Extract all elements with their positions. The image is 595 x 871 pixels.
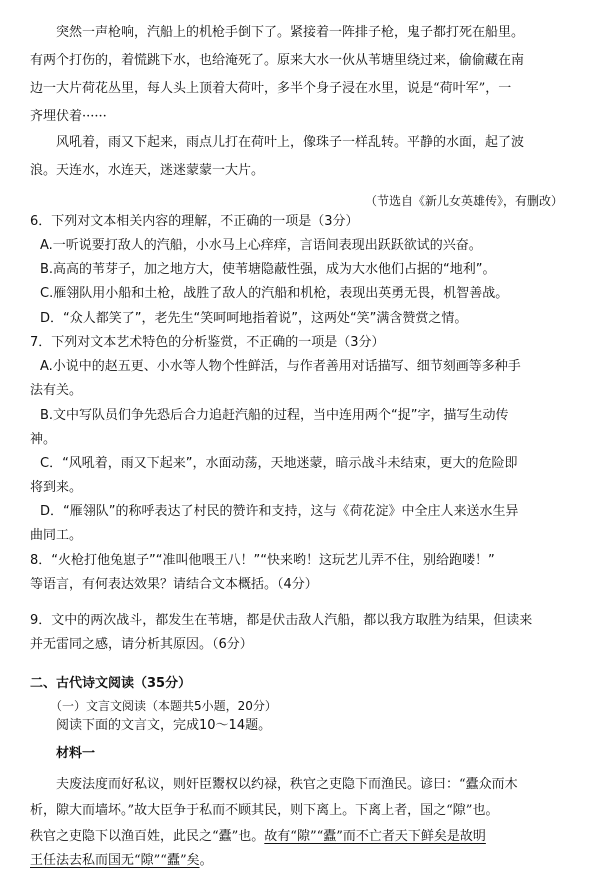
q7-option-d-cont: 曲同工。 <box>30 528 83 543</box>
q6-option-d: D．“众人都笑了”，老先生“笑呵呵地指着说”，这两处“笑”满含赞赏之情。 <box>40 311 468 326</box>
classical-text-line <box>30 828 486 846</box>
question-8-cont: 等语言，有何表达效果？请结合文本概括。（4分） <box>30 577 318 592</box>
classical-text-line <box>30 852 213 870</box>
q7-option-b-cont: 神。 <box>30 432 57 447</box>
question-8: 8．“火枪打他兔崽子”“准叫他喂王八！”“快来哟！这玩艺儿弄不住，别给跑喽！” <box>30 553 495 568</box>
passage-source: （节选自《新儿女英雄传》，有删改） <box>364 194 563 208</box>
q7-option-c: C．“风吼着，雨又下起来”，水面动荡，天地迷蒙，暗示战斗未结束，更大的危险即 <box>40 456 518 471</box>
section-2-instructions: 阅读下面的文言文，完成10～14题。 <box>56 718 272 733</box>
question-9: 9．文中的两次战斗，都发生在苇塘，都是伏击敌人汽船，都以我方取胜为结果，但读来 <box>30 613 533 628</box>
q6-option-b: B.高高的苇芽子，加之地方大，使苇塘隐蔽性强，成为大水他们占据的“地利”。 <box>40 262 496 277</box>
passage-line: 边一大片荷花丛里，每人头上顶着大荷叶，多半个身子浸在水里，说是“荷叶军”，一 <box>30 81 512 96</box>
q6-option-c: C.雁翎队用小船和土枪，战胜了敌人的汽船和机枪，表现出英勇无畏，机智善战。 <box>40 286 509 301</box>
q6-option-a: A.一听说要打敌人的汽船，小水马上心痒痒，言语间表现出跃跃欲试的兴奋。 <box>40 238 482 253</box>
passage-line: 浪。天连水，水连天，迷迷蒙蒙一大片。 <box>30 163 265 178</box>
classical-text-line: 析，隙大而墙坏。”故大臣争于私而不顾其民，则下离上。下离上者，国之“隙”也。 <box>30 803 499 818</box>
q7-option-b: B.文中写队员们争先恐后合力追赶汽船的过程，当中连用两个“捉”字，描写生动传 <box>40 408 509 423</box>
passage-line: 突然一声枪响，汽船上的机枪手倒下了。紧接着一阵排子枪，鬼子都打死在船里。 <box>56 25 525 40</box>
material-heading: 材料一 <box>56 746 96 761</box>
q7-option-d: D．“雁翎队”的称呼表达了村民的赞许和支持，这与《荷花淀》中全庄人来送水生异 <box>40 504 519 519</box>
passage-line: 齐埋伏着······ <box>30 109 107 124</box>
classical-text-line: 夫废法度而好私议，则奸臣鬻权以约禄，秩官之吏隐下而渔民。谚曰：“蠹众而木 <box>56 777 518 792</box>
question-6-stem: 6．下列对文本相关内容的理解，不正确的一项是（3分） <box>30 214 359 229</box>
section-2-subtitle: （一）文言文阅读（本题共5小题，20分） <box>50 699 277 713</box>
underlined-sentence-cont: 王任法去私而国无“隙”“蠹”矣 <box>30 853 200 868</box>
q7-option-a-cont: 法有关。 <box>30 383 83 398</box>
section-2-title: 二、古代诗文阅读（35分） <box>30 676 192 691</box>
classical-text-end: 。 <box>199 853 213 868</box>
classical-text-plain: 秩官之吏隐下以渔百姓，此民之“蠹”也。 <box>30 829 265 844</box>
q7-option-c-cont: 将到来。 <box>30 480 83 495</box>
question-9-cont: 并无雷同之感，请分析其原因。（6分） <box>30 637 253 652</box>
q7-option-a: A.小说中的赵五更、小水等人物个性鲜活，与作者善用对话描写、细节刻画等多种手 <box>40 359 521 374</box>
passage-line: 有两个打伤的，着慌跳下水，也给淹死了。原来大水一伙从苇塘里绕过来，偷偷藏在南 <box>30 53 525 68</box>
passage-line: 风吼着，雨又下起来，雨点儿打在荷叶上，像珠子一样乱转。平静的水面，起了波 <box>56 135 525 150</box>
underlined-sentence: 故有“隙”“蠹”而不亡者天下鲜矣是故明 <box>264 829 486 844</box>
question-7-stem: 7．下列对文本艺术特色的分析鉴赏，不正确的一项是（3分） <box>30 335 385 350</box>
